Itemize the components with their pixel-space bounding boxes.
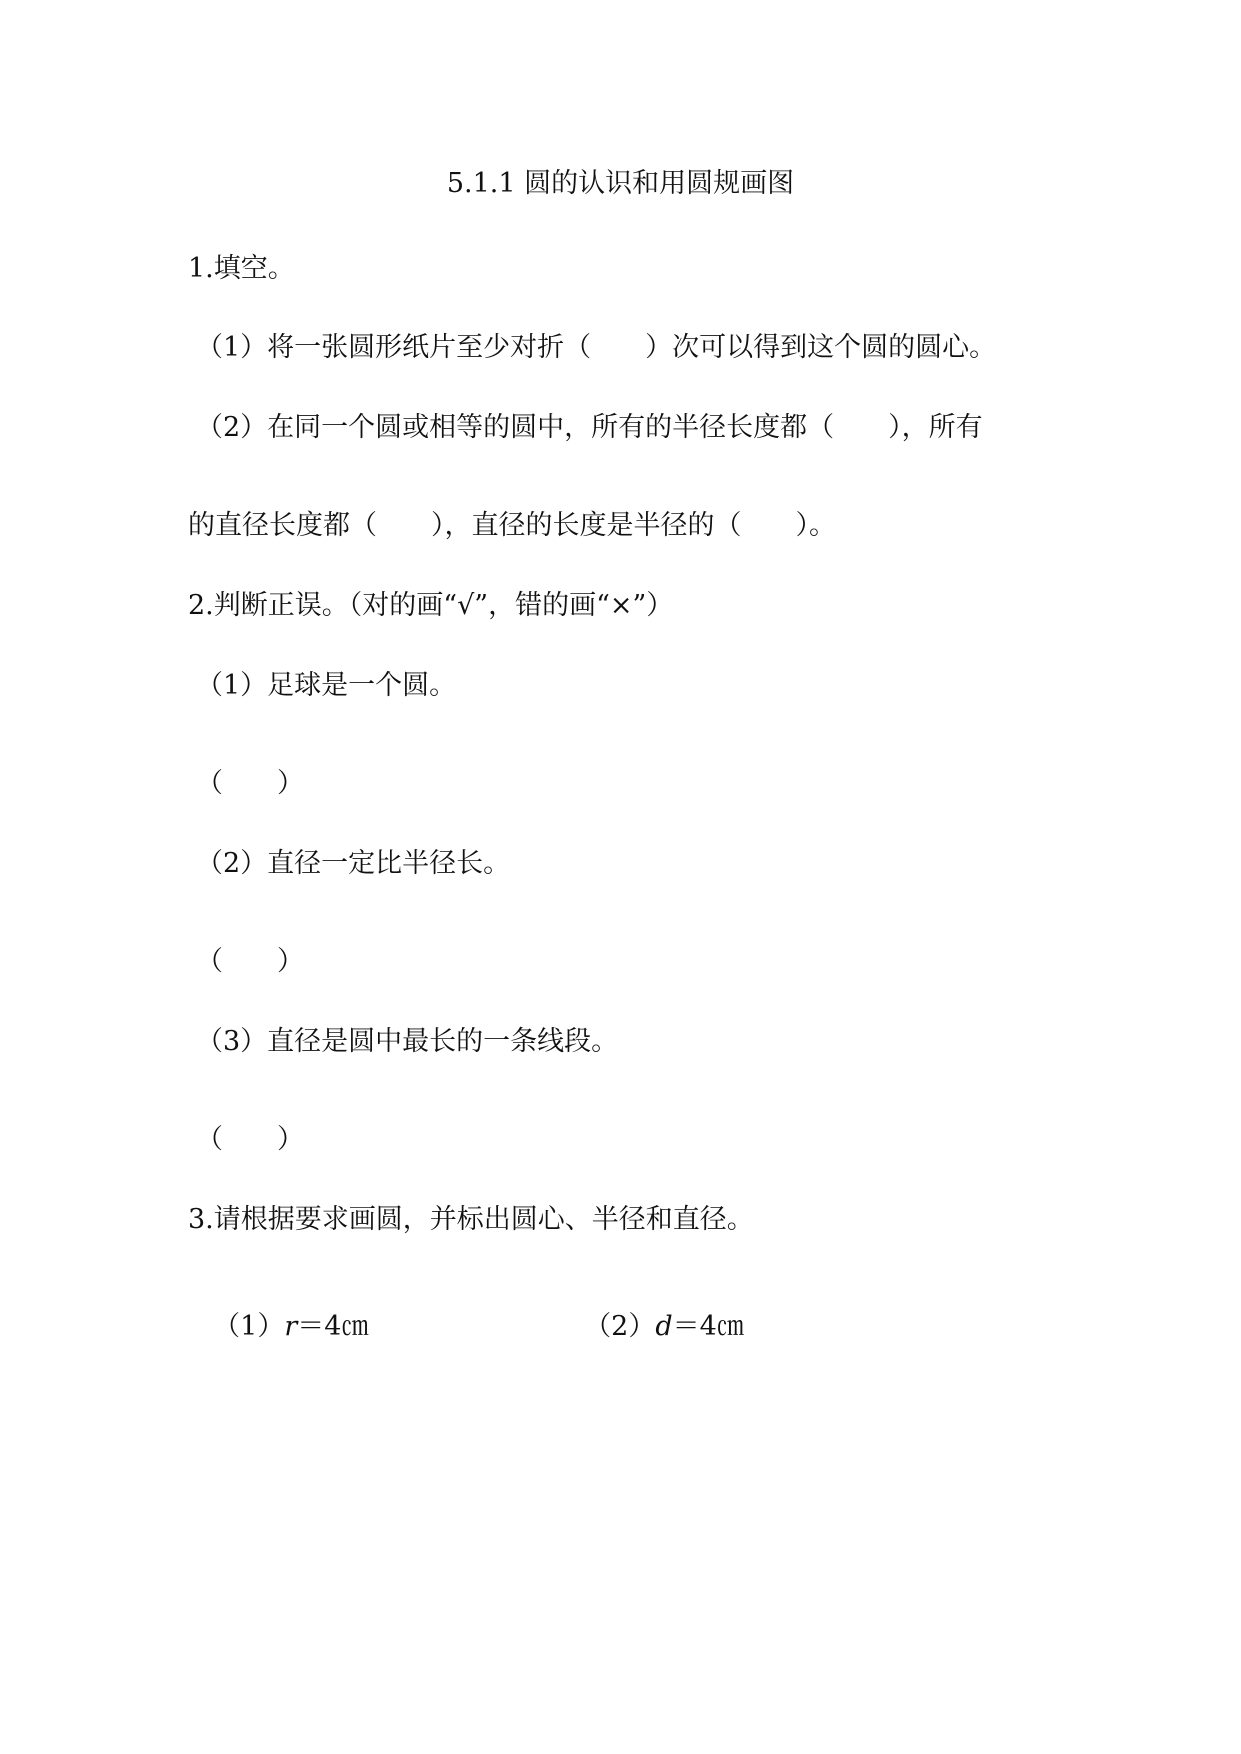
q2-answer-2: （ ）: [196, 946, 304, 977]
q3-heading: 3.请根据要求画圆，并标出圆心、半径和直径。: [188, 1204, 754, 1235]
q1-heading: 1.填空。: [188, 253, 295, 284]
q1-item-2-line-2: 的直径长度都（ ），直径的长度是半径的（ ）。: [188, 510, 836, 541]
q3-part-2-value: ＝4㎝: [672, 1311, 744, 1342]
q3-part-2-prefix: （2）: [584, 1311, 656, 1342]
q1-item-1: （1）将一张圆形纸片至少对折（ ）次可以得到这个圆的圆心。: [196, 332, 997, 363]
q2-answer-1: （ ）: [196, 768, 304, 799]
q2-item-3: （3）直径是圆中最长的一条线段。: [196, 1026, 619, 1057]
page-title: 5.1.1 圆的认识和用圆规画图: [446, 168, 795, 199]
q3-part-1-variable: r: [284, 1311, 298, 1342]
q3-part-1-prefix: （1）: [213, 1311, 285, 1342]
q2-heading: 2.判断正误。（对的画“√”，错的画“×”）: [188, 590, 674, 621]
q2-item-1: （1）足球是一个圆。: [196, 670, 457, 701]
q2-item-2: （2）直径一定比半径长。: [196, 848, 511, 879]
q2-answer-3: （ ）: [196, 1124, 304, 1155]
q3-part-2: [567, 1286, 744, 1340]
q3-part-1: [196, 1286, 368, 1340]
q3-part-1-value: ＝4㎝: [297, 1311, 369, 1342]
q1-item-2-line-1: （2）在同一个圆或相等的圆中，所有的半径长度都（ ），所有: [196, 412, 983, 443]
q3-part-2-variable: d: [655, 1311, 673, 1342]
